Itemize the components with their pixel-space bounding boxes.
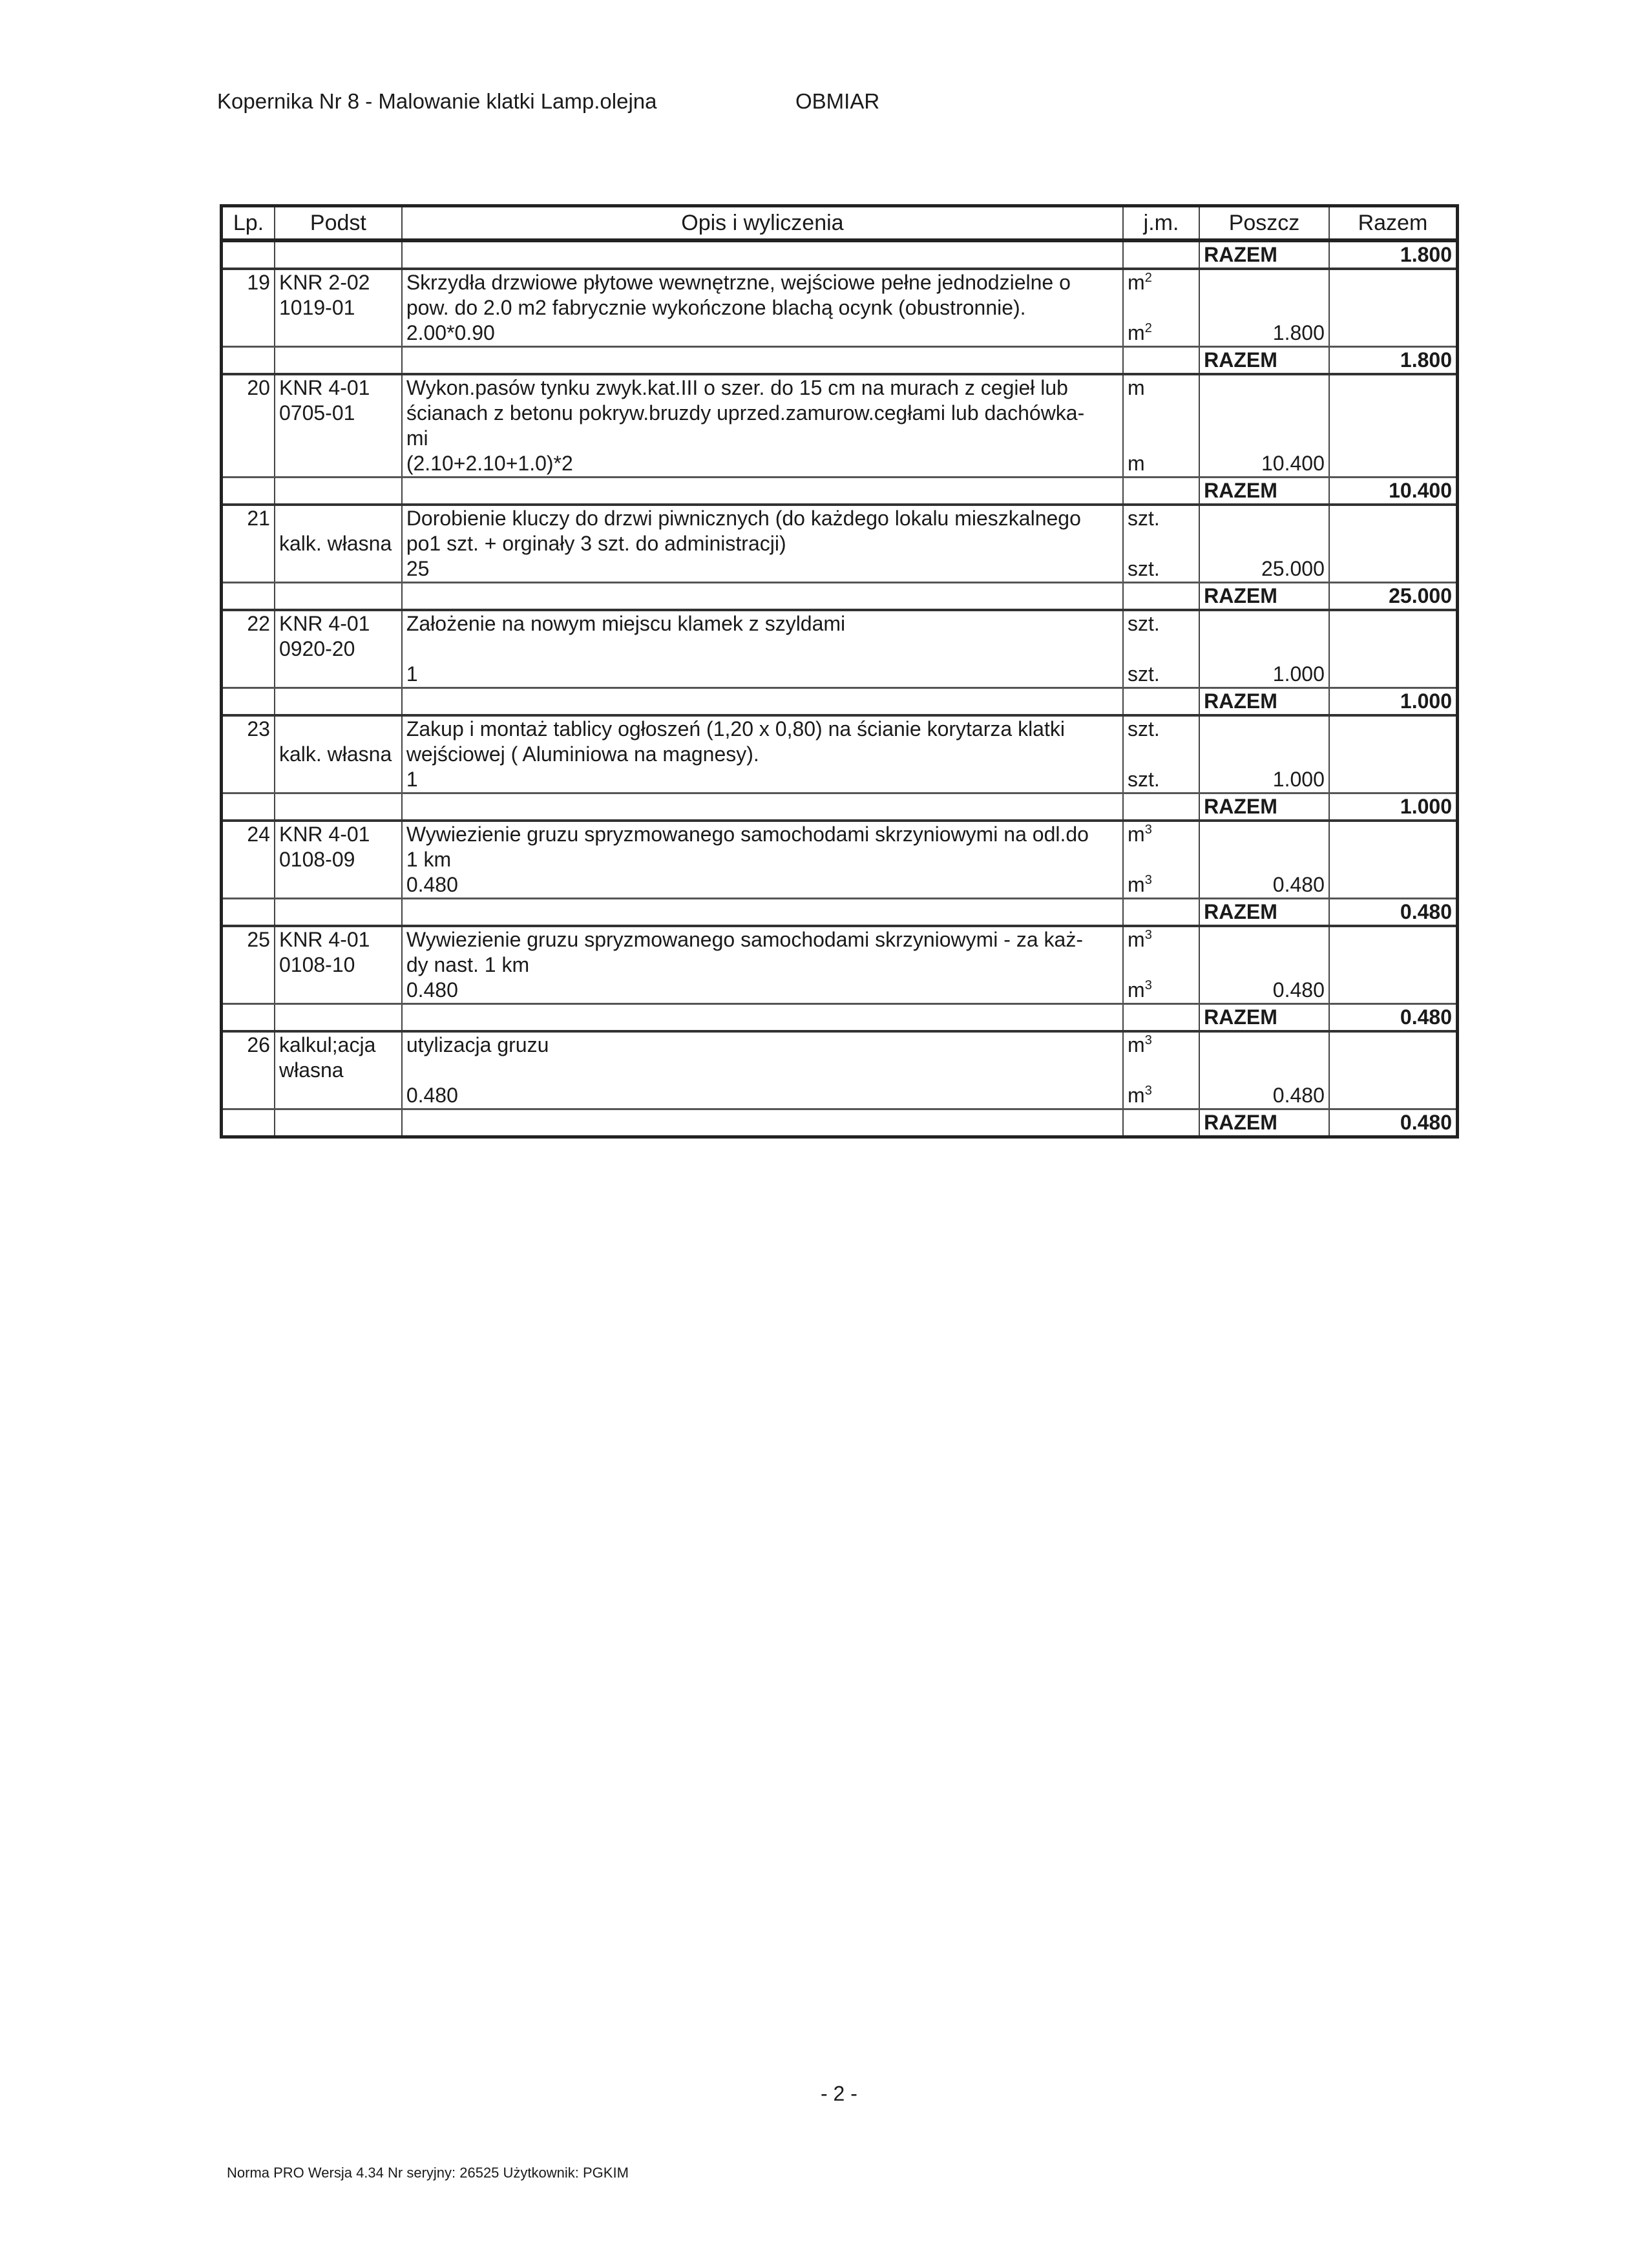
unit-exponent: 3 xyxy=(1144,1033,1152,1047)
formula: 25 xyxy=(406,557,430,580)
podst-cell xyxy=(275,1031,402,1109)
table-row xyxy=(222,715,1458,793)
unit-slot xyxy=(1128,506,1195,531)
podst-line: 0920-20 xyxy=(278,637,355,660)
podst-line-slot xyxy=(279,611,397,636)
unit-slot xyxy=(1128,742,1195,767)
unit-slot xyxy=(1128,375,1195,401)
lp: 25 xyxy=(247,928,270,951)
podst-cell xyxy=(275,505,402,583)
unit-slot xyxy=(1128,1033,1195,1058)
empty-razem-cell xyxy=(1329,374,1458,478)
podst-line-slot xyxy=(279,872,397,898)
unit: szt. xyxy=(1128,612,1160,635)
razem-label: RAZEM xyxy=(1199,899,1329,927)
unit-slot xyxy=(1128,927,1195,952)
unit-slot xyxy=(1128,1058,1195,1083)
unit: m xyxy=(1128,928,1145,951)
empty-razem-cell xyxy=(1329,1031,1458,1109)
poszcz-cell xyxy=(1199,715,1329,793)
unit-slot xyxy=(1128,401,1195,426)
formula: 1 xyxy=(406,768,418,791)
podst-line: 1019-01 xyxy=(278,296,355,319)
razem-label: RAZEM xyxy=(1199,583,1329,611)
desc-line-slot xyxy=(406,270,1119,295)
lp: 21 xyxy=(247,507,270,530)
desc-cell xyxy=(402,374,1123,478)
desc-line-slot xyxy=(406,847,1119,872)
qty-slot xyxy=(1204,1033,1325,1058)
podst-line-slot xyxy=(279,320,397,346)
formula-line xyxy=(406,978,1119,1003)
qty-slot xyxy=(1204,375,1325,401)
qty-slot xyxy=(1204,872,1325,898)
unit-slot xyxy=(1128,611,1195,636)
razem-total: 1.000 xyxy=(1329,793,1458,821)
col-header-lp: Lp. xyxy=(222,206,275,241)
podst-line-slot xyxy=(279,531,397,556)
desc-line: Wykon.pasów tynku zwyk.kat.III o szer. do 15 cm na murach z cegieł lub xyxy=(406,376,1068,399)
razem-label: RAZEM xyxy=(1199,688,1329,716)
qty-slot xyxy=(1204,767,1325,792)
unit: szt. xyxy=(1128,768,1160,791)
desc-cell xyxy=(402,715,1123,793)
desc-line-slot xyxy=(406,1033,1119,1058)
unit: szt. xyxy=(1128,717,1160,740)
podst-cell xyxy=(275,715,402,793)
razem-total: 0.480 xyxy=(1329,1004,1458,1032)
desc-line-slot xyxy=(406,375,1119,401)
unit-slot xyxy=(1128,295,1195,320)
document-title: Kopernika Nr 8 - Malowanie klatki Lamp.olejna xyxy=(217,89,657,113)
unit-slot xyxy=(1128,426,1195,451)
razem-row xyxy=(222,1109,1458,1137)
formula: (2.10+2.10+1.0)*2 xyxy=(406,452,573,475)
unit-slot xyxy=(1128,952,1195,978)
unit-cell xyxy=(1123,926,1199,1004)
desc-line-slot xyxy=(406,742,1119,767)
lp-cell xyxy=(222,821,275,899)
podst-line-slot xyxy=(279,767,397,792)
empty-razem-cell xyxy=(1329,926,1458,1004)
podst-line-slot xyxy=(279,1058,397,1083)
unit-slot xyxy=(1128,1083,1195,1108)
lp: 19 xyxy=(247,271,270,294)
qty-slot xyxy=(1204,717,1325,742)
desc-line-slot xyxy=(406,506,1119,531)
qty: 0.480 xyxy=(1272,873,1325,896)
unit-cell xyxy=(1123,610,1199,688)
desc-line-slot xyxy=(406,822,1119,847)
podst-line-slot xyxy=(279,742,397,767)
qty: 25.000 xyxy=(1261,557,1325,580)
unit: m xyxy=(1128,321,1145,344)
empty-razem-cell xyxy=(1329,505,1458,583)
formula-line xyxy=(406,556,1119,582)
razem-label: RAZEM xyxy=(1199,1109,1329,1137)
poszcz-cell xyxy=(1199,610,1329,688)
qty-slot xyxy=(1204,556,1325,582)
desc-line-slot xyxy=(406,952,1119,978)
formula-line xyxy=(406,662,1119,687)
formula-line xyxy=(406,1083,1119,1108)
lp-cell xyxy=(222,1031,275,1109)
desc-line: 1 km xyxy=(406,848,452,871)
podst-cell xyxy=(275,926,402,1004)
podst-line-slot xyxy=(279,1083,397,1108)
poszcz-cell xyxy=(1199,1031,1329,1109)
unit-slot xyxy=(1128,320,1195,346)
unit: m xyxy=(1128,823,1145,846)
desc-line: pow. do 2.0 m2 fabrycznie wykończone blachą ocynk (obustronnie). xyxy=(406,296,1026,319)
desc-line-slot xyxy=(406,426,1119,451)
qty-slot xyxy=(1204,1083,1325,1108)
desc-cell xyxy=(402,505,1123,583)
unit-exponent: 3 xyxy=(1144,928,1152,942)
podst-line-slot xyxy=(279,451,397,476)
podst-line: własna xyxy=(278,1058,344,1082)
podst-line: kalkul;acja xyxy=(278,1033,376,1056)
qty-slot xyxy=(1204,426,1325,451)
unit-slot xyxy=(1128,847,1195,872)
podst-line-slot xyxy=(279,717,397,742)
unit: szt. xyxy=(1128,662,1160,686)
lp: 23 xyxy=(247,717,270,740)
col-header-opis: Opis i wyliczenia xyxy=(402,206,1123,241)
unit-exponent: 2 xyxy=(1144,321,1152,335)
unit-cell xyxy=(1123,269,1199,347)
qty-slot xyxy=(1204,927,1325,952)
desc-cell xyxy=(402,1031,1123,1109)
podst-line: KNR 4-01 xyxy=(278,376,370,399)
unit: m xyxy=(1128,873,1145,896)
qty-slot xyxy=(1204,847,1325,872)
razem-row xyxy=(222,347,1458,375)
table-row xyxy=(222,269,1458,347)
formula-line xyxy=(406,767,1119,792)
desc-line: Wywiezienie gruzu spryzmowanego samochodami skrzyniowymi na odl.do xyxy=(406,823,1089,846)
qty-slot xyxy=(1204,270,1325,295)
podst-line-slot xyxy=(279,636,397,662)
desc-line-slot xyxy=(406,927,1119,952)
razem-row xyxy=(222,1004,1458,1032)
qty-slot xyxy=(1204,320,1325,346)
carry-over-razem-row xyxy=(222,240,1458,269)
qty-slot xyxy=(1204,952,1325,978)
qty-slot xyxy=(1204,636,1325,662)
desc-line: Zakup i montaż tablicy ogłoszeń (1,20 x 0,80) na ścianie korytarza klatki xyxy=(406,717,1065,740)
razem-label: RAZEM xyxy=(1199,347,1329,375)
table-row xyxy=(222,610,1458,688)
podst-cell xyxy=(275,269,402,347)
qty-slot xyxy=(1204,451,1325,476)
poszcz-cell xyxy=(1199,926,1329,1004)
desc-line-slot xyxy=(406,531,1119,556)
desc-line: dy nast. 1 km xyxy=(406,953,530,976)
footer-software-info: Norma PRO Wersja 4.34 Nr seryjny: 26525 Użytkownik: PGKIM xyxy=(227,2165,629,2181)
qty-slot xyxy=(1204,662,1325,687)
formula: 0.480 xyxy=(406,1084,458,1107)
qty: 10.400 xyxy=(1261,452,1325,475)
formula: 0.480 xyxy=(406,978,458,1002)
unit-slot xyxy=(1128,556,1195,582)
razem-row xyxy=(222,583,1458,611)
lp-cell xyxy=(222,505,275,583)
formula-line xyxy=(406,320,1119,346)
desc-cell xyxy=(402,926,1123,1004)
qty-slot xyxy=(1204,531,1325,556)
formula: 0.480 xyxy=(406,873,458,896)
unit-slot xyxy=(1128,822,1195,847)
desc-line-slot xyxy=(406,1058,1119,1083)
podst-cell xyxy=(275,374,402,478)
document-type: OBMIAR xyxy=(795,89,880,113)
podst-line-slot xyxy=(279,295,397,320)
qty-slot xyxy=(1204,611,1325,636)
unit: m xyxy=(1128,452,1145,475)
podst-line-slot xyxy=(279,506,397,531)
razem-total: 10.400 xyxy=(1329,478,1458,505)
razem-label: RAZEM xyxy=(1199,1004,1329,1032)
qty: 1.800 xyxy=(1272,321,1325,344)
razem-total: 1.800 xyxy=(1329,347,1458,375)
formula: 1 xyxy=(406,662,418,686)
qty: 0.480 xyxy=(1272,978,1325,1002)
unit: m xyxy=(1128,1033,1145,1056)
razem-row xyxy=(222,688,1458,716)
unit-exponent: 3 xyxy=(1144,978,1152,992)
page-number: - 2 - xyxy=(821,2082,857,2105)
unit-slot xyxy=(1128,767,1195,792)
table-header-row xyxy=(222,206,1458,241)
podst-line-slot xyxy=(279,847,397,872)
podst-line-slot xyxy=(279,662,397,687)
lp-cell xyxy=(222,610,275,688)
desc-line: Skrzydła drzwiowe płytowe wewnętrzne, wejściowe pełne jednodzielne o xyxy=(406,271,1071,294)
podst-line-slot xyxy=(279,556,397,582)
desc-line-slot xyxy=(406,401,1119,426)
unit-cell xyxy=(1123,374,1199,478)
razem-label: RAZEM xyxy=(1199,478,1329,505)
razem-total: 1.800 xyxy=(1329,240,1458,269)
razem-label: RAZEM xyxy=(1199,240,1329,269)
razem-row xyxy=(222,793,1458,821)
lp: 22 xyxy=(247,612,270,635)
podst-line: 0108-09 xyxy=(278,848,355,871)
lp: 24 xyxy=(247,823,270,846)
table-row xyxy=(222,505,1458,583)
unit-cell xyxy=(1123,715,1199,793)
podst-line-slot xyxy=(279,375,397,401)
unit-cell xyxy=(1123,1031,1199,1109)
unit-slot xyxy=(1128,636,1195,662)
razem-total: 0.480 xyxy=(1329,899,1458,927)
col-header-razem: Razem xyxy=(1329,206,1458,241)
table-row xyxy=(222,926,1458,1004)
qty-slot xyxy=(1204,401,1325,426)
podst-line-slot xyxy=(279,1033,397,1058)
desc-line: Założenie na nowym miejscu klamek z szyldami xyxy=(406,612,846,635)
unit: m xyxy=(1128,1084,1145,1107)
desc-cell xyxy=(402,610,1123,688)
desc-line: Dorobienie kluczy do drzwi piwnicznych (do każdego lokalu mieszkalnego xyxy=(406,507,1081,530)
qty-slot xyxy=(1204,295,1325,320)
qty-slot xyxy=(1204,742,1325,767)
unit: m xyxy=(1128,271,1145,294)
empty-razem-cell xyxy=(1329,821,1458,899)
podst-line-slot xyxy=(279,822,397,847)
unit-slot xyxy=(1128,531,1195,556)
podst-line: 0108-10 xyxy=(278,953,355,976)
desc-cell xyxy=(402,269,1123,347)
qty-slot xyxy=(1204,1058,1325,1083)
col-header-jm: j.m. xyxy=(1123,206,1199,241)
podst-cell xyxy=(275,610,402,688)
podst-line: kalk. własna xyxy=(278,742,392,766)
unit-slot xyxy=(1128,270,1195,295)
razem-label: RAZEM xyxy=(1199,793,1329,821)
poszcz-cell xyxy=(1199,821,1329,899)
podst-line: KNR 4-01 xyxy=(278,612,370,635)
desc-line-slot xyxy=(406,636,1119,662)
unit-exponent: 3 xyxy=(1144,873,1152,887)
desc-cell xyxy=(402,821,1123,899)
unit-slot xyxy=(1128,717,1195,742)
col-header-podst: Podst xyxy=(275,206,402,241)
unit-exponent: 3 xyxy=(1144,823,1152,837)
formula: 2.00*0.90 xyxy=(406,321,495,344)
razem-total: 25.000 xyxy=(1329,583,1458,611)
lp-cell xyxy=(222,715,275,793)
unit: m xyxy=(1128,978,1145,1002)
podst-line: KNR 2-02 xyxy=(278,271,370,294)
qty: 1.000 xyxy=(1272,768,1325,791)
podst-line: kalk. własna xyxy=(278,532,392,555)
razem-row xyxy=(222,478,1458,505)
unit: m xyxy=(1128,376,1145,399)
razem-total: 1.000 xyxy=(1329,688,1458,716)
podst-line: KNR 4-01 xyxy=(278,823,370,846)
lp-cell xyxy=(222,269,275,347)
poszcz-cell xyxy=(1199,374,1329,478)
desc-line-slot xyxy=(406,717,1119,742)
unit-slot xyxy=(1128,451,1195,476)
formula-line xyxy=(406,872,1119,898)
podst-line-slot xyxy=(279,401,397,426)
desc-line: po1 szt. + orginały 3 szt. do administracji) xyxy=(406,532,786,555)
podst-line-slot xyxy=(279,426,397,451)
unit-slot xyxy=(1128,978,1195,1003)
unit-exponent: 2 xyxy=(1144,271,1152,285)
measurement-table xyxy=(220,204,1459,1139)
table-row xyxy=(222,374,1458,478)
poszcz-cell xyxy=(1199,269,1329,347)
table-row xyxy=(222,821,1458,899)
lp: 26 xyxy=(247,1033,270,1056)
unit-cell xyxy=(1123,505,1199,583)
desc-line: ścianach z betonu pokryw.bruzdy uprzed.zamurow.cegłami lub dachówka- xyxy=(406,401,1085,425)
formula-line xyxy=(406,451,1119,476)
qty-slot xyxy=(1204,978,1325,1003)
unit-exponent: 3 xyxy=(1144,1084,1152,1098)
lp-cell xyxy=(222,374,275,478)
unit-slot xyxy=(1128,662,1195,687)
podst-line: KNR 4-01 xyxy=(278,928,370,951)
podst-line: 0705-01 xyxy=(278,401,355,425)
col-header-poszcz: Poszcz xyxy=(1199,206,1329,241)
desc-line-slot xyxy=(406,295,1119,320)
unit: szt. xyxy=(1128,507,1160,530)
lp: 20 xyxy=(247,376,270,399)
empty-razem-cell xyxy=(1329,269,1458,347)
empty-razem-cell xyxy=(1329,610,1458,688)
podst-line-slot xyxy=(279,270,397,295)
podst-line-slot xyxy=(279,927,397,952)
razem-row xyxy=(222,899,1458,927)
razem-total: 0.480 xyxy=(1329,1109,1458,1137)
empty-razem-cell xyxy=(1329,715,1458,793)
qty-slot xyxy=(1204,506,1325,531)
desc-line: wejściowej ( Aluminiowa na magnesy). xyxy=(406,742,759,766)
desc-line-slot xyxy=(406,611,1119,636)
unit: szt. xyxy=(1128,557,1160,580)
lp-cell xyxy=(222,926,275,1004)
desc-line: mi xyxy=(406,426,428,450)
podst-cell xyxy=(275,821,402,899)
poszcz-cell xyxy=(1199,505,1329,583)
qty-slot xyxy=(1204,822,1325,847)
podst-line-slot xyxy=(279,978,397,1003)
qty: 1.000 xyxy=(1272,662,1325,686)
unit-cell xyxy=(1123,821,1199,899)
desc-line: utylizacja gruzu xyxy=(406,1033,549,1056)
table-row xyxy=(222,1031,1458,1109)
unit-slot xyxy=(1128,872,1195,898)
podst-line-slot xyxy=(279,952,397,978)
qty: 0.480 xyxy=(1272,1084,1325,1107)
desc-line: Wywiezienie gruzu spryzmowanego samochodami skrzyniowymi - za każ- xyxy=(406,928,1083,951)
